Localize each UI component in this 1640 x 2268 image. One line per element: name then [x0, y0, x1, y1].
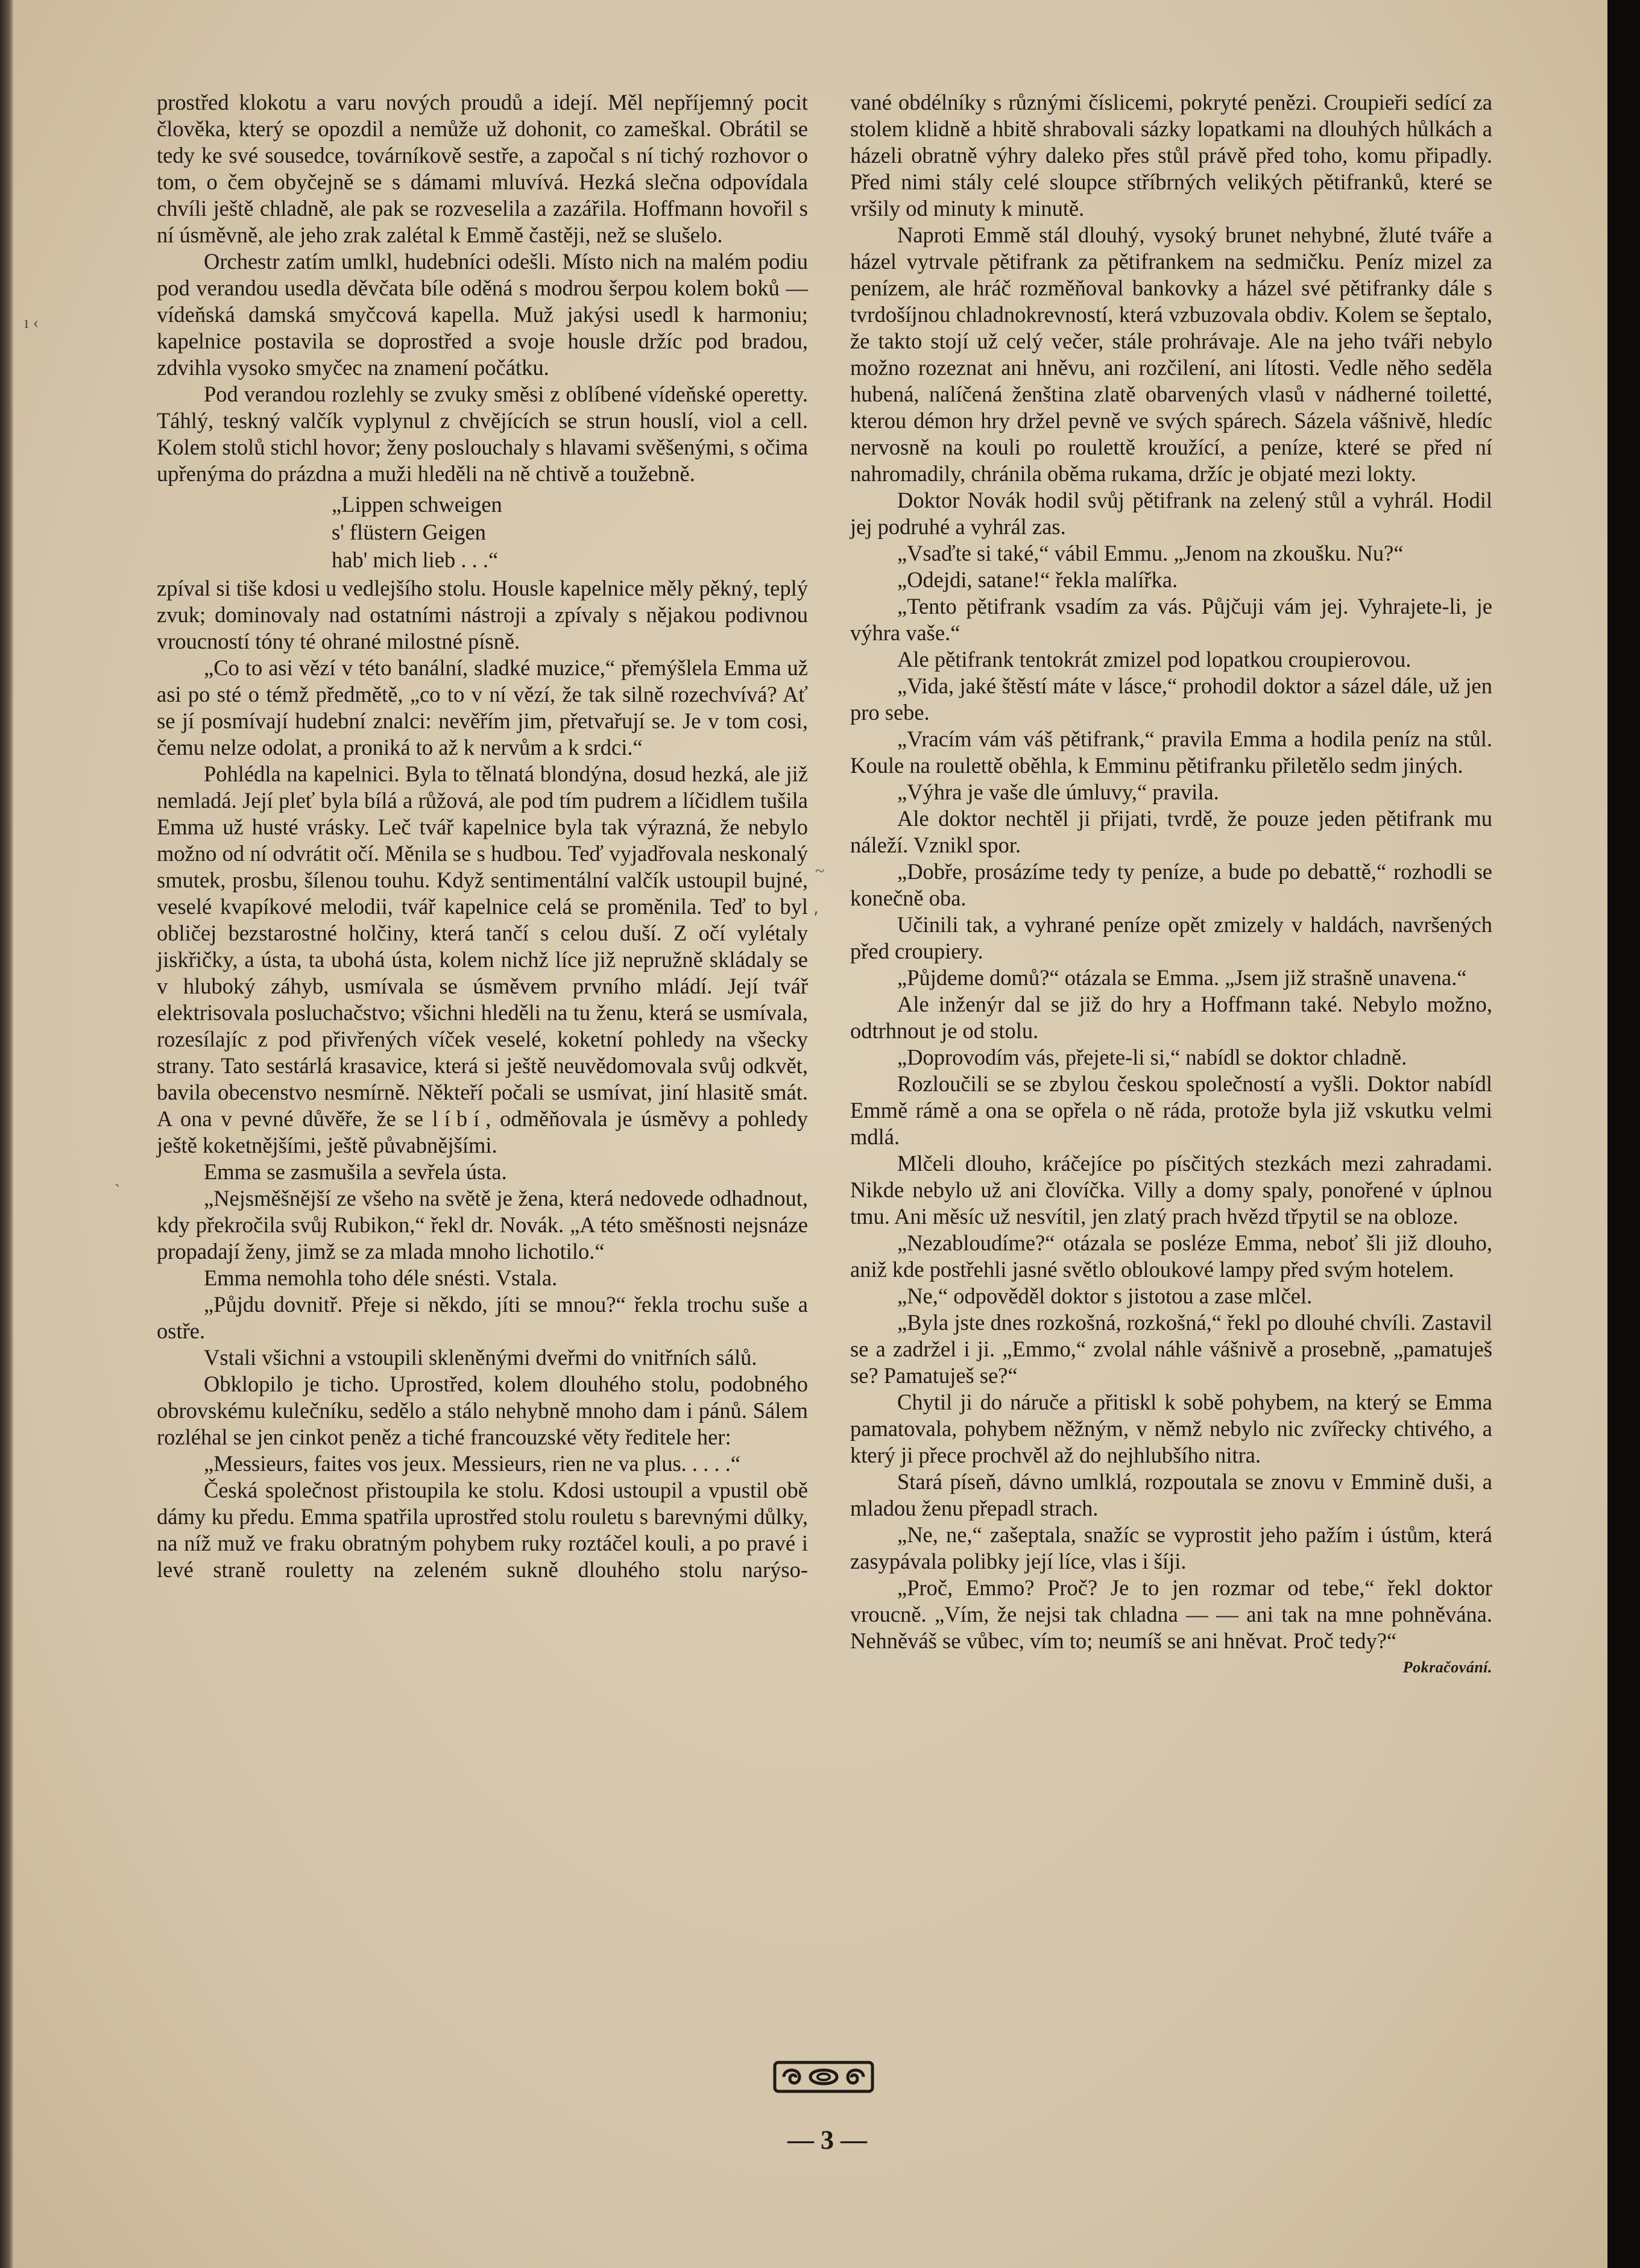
- paragraph: „Proč, Emmo? Proč? Je to jen rozmar od tebe,“ řekl doktor vroucně. „Vím, že nejsi tak chladna — — ani tak na mne pohněvána. Nehněváš se vůbec, vím to; neumíš se ani hněvat. Proč tedy?“: [850, 1575, 1492, 1653]
- paragraph-text: , odměňovala je úsměvy a pohledy ještě koketnějšími, ještě půvabnějšími.: [157, 1106, 808, 1158]
- paragraph: vané obdélníky s různými číslicemi, pokryté penězi. Croupieři sedící za stolem klidně a hbitě shrabovali sázky lopatkami na dlouhých hůlkách a házeli obratně výhry daleko přes stůl právě před toho, komu připadly. Před nimi stály celé sloupce stříbrných velikých pětifranků, které se vršily od minuty k minutě.: [850, 90, 1492, 221]
- paragraph: Česká společnost přistoupila ke stolu. Kdosi ustoupil a vpustil obě dámy ku předu. Emma spatřila uprostřed stolu rouletu s barevnými důlky, na níž muž ve fraku obratným pohybem ruky roztáčel kouli, a po pravé i levé straně rouletty na zeleném sukně dlouhého stolu narýso-: [157, 1478, 808, 1582]
- verse-line: s' flüstern Geigen: [332, 520, 486, 544]
- left-column: [157, 89, 808, 1583]
- paragraph: [157, 761, 808, 1159]
- spaced-emphasis: líbí: [432, 1106, 486, 1131]
- paragraph: „Nejsměšnější ze všeho na světě je žena, která nedovede odhadnout, kdy překročila svůj Rubikon,“ řekl dr. Novák. „A této směšnosti nejsnáze propadají ženy, jimž se za mlada mnoho lichotilo.“: [157, 1186, 808, 1264]
- paragraph: Doktor Novák hodil svůj pětifrank na zelený stůl a vyhrál. Hodil jej podruhé a vyhrál zas.: [850, 488, 1492, 539]
- paragraph: Mlčeli dlouho, kráčejíce po písčitých stezkách mezi zahradami. Nikde nebylo už ani človíčka. Villy a domy spaly, ponořené v úplnou tmu. Ani měsíc už nesvítil, jen zlatý prach hvězd třpytil se na obloze.: [850, 1151, 1492, 1229]
- paragraph: prostřed klokotu a varu nových proudů a idejí. Měl nepříjemný pocit člověka, který se opozdil a nemůže už dohonit, co zameškal. Obrátil se tedy ke své sousedce, továrníkově sestře, a započal s ní tichý rozhovor o tom, o čem obyčejně se s dámami mluvívá. Hezká slečna odpovídala chvíli ještě chladně, ale pak se rozveselila a zazářila. Hoffmann hovořil s ní úsměvně, ale jeho zrak zalétal k Emmě častěji, než se slušelo.: [157, 90, 808, 247]
- paragraph: „Odejdi, satane!“ řekla malířka.: [897, 567, 1178, 592]
- paragraph: „Vracím vám váš pětifrank,“ pravila Emma a hodila peníz na stůl. Koule na roulettě oběhla, k Emminu pětifranku přiletělo sedm jiných.: [850, 726, 1492, 778]
- paragraph: „Doprovodím vás, přejete-li si,“ nabídl se doktor chladně.: [897, 1045, 1407, 1069]
- paragraph: Stará píseň, dávno umlklá, rozpoutala se znovu v Emmině duši, a mladou ženu přepadl strach.: [850, 1469, 1492, 1520]
- continuation-note: Pokračování.: [1402, 1658, 1492, 1676]
- paragraph: „Půjdeme domů?“ otázala se Emma. „Jsem již strašně unavena.“: [897, 965, 1467, 990]
- margin-mark: ˋ: [115, 1182, 121, 1200]
- paragraph: Obklopilo je ticho. Uprostřed, kolem dlouhého stolu, podobného obrovskému kulečníku, sedělo a stálo nehybně mnoho dam i pánů. Sálem rozléhal se jen cinkot peněz a tiché francouzské věty ředitele her:: [157, 1372, 808, 1449]
- paragraph: „Nezabloudíme?“ otázala se posléze Emma, neboť šli již dlouho, aniž kde postřehli jasné světlo obloukové lampy před svým hotelem.: [850, 1230, 1492, 1282]
- paragraph: Učinili tak, a vyhrané peníze opět zmizely v haldách, navršených před croupiery.: [850, 912, 1492, 963]
- book-spine-shadow: [0, 0, 13, 2268]
- paragraph: Ale pětifrank tentokrát zmizel pod lopatkou croupierovou.: [897, 647, 1411, 672]
- paragraph: Vstali všichni a vstoupili skleněnými dveřmi do vnitřních sálů.: [204, 1345, 757, 1370]
- paragraph: Naproti Emmě stál dlouhý, vysoký brunet nehybné, žluté tváře a házel vytrvale pětifrank za pětifrankem na sedmičku. Peníz mizel za penízem, ale hráč rozměňoval bankovky a házel své pětifranky dále s tvrdošíjnou chladnokrevností, která vzbuzovala obdiv. Kolem se šeptalo, že takto stojí už celý večer, stále prohrávaje. Ale na jeho tváři nebylo možno rozeznat ani hněvu, ani rozčilení, ani lítosti. Vedle něho seděla hubená, nalíčená ženština zlatě obarvených vlasů v nádherné toiletté, kterou démon hry držel pevně ve svých spárech. Sázela vášnivě, hledíc nervosně na kouli po roulettě kroužící, a peníze, které se před ní nahromadily, chránila oběma rukama, držíc je objaté mezi lokty.: [850, 222, 1492, 486]
- song-verse: [332, 491, 808, 574]
- margin-mark: ⸴: [814, 901, 819, 920]
- verse-line: „Lippen schweigen: [332, 492, 502, 517]
- paragraph: „Co to asi vězí v této banální, sladké muzice,“ přemýšlela Emma už asi po sté o témž předmětě, „co to v ní vězí, že tak silně rozechvívá? Ať se jí posmívají hudební znalci: nevěřím jim, přetvařují se. Je v tom cosi, čemu nelze odolat, a proniká to až k nervům a k srdci.“: [157, 655, 808, 760]
- paragraph: „Ne, ne,“ zašeptala, snažíc se vyprostit jeho pažím i ústům, která zasypávala polibky její líce, vlas i šíji.: [850, 1522, 1492, 1573]
- verse-line: hab' mich lieb . . .“: [332, 547, 499, 572]
- paragraph: „Byla jste dnes rozkošná, rozkošná,“ řekl po dlouhé chvíli. Zastavil se a zadržel i ji. „Emmo,“ zvolal náhle vášnivě a prosebně, „pamatuješ se? Pamatuješ se?“: [850, 1310, 1492, 1388]
- scan-edge-right: [1607, 0, 1640, 2268]
- page-number: — 3 —: [787, 2125, 867, 2155]
- paragraph: Ale doktor nechtěl ji přijati, tvrdě, že pouze jeden pětifrank mu náleží. Vznikl spor.: [850, 806, 1492, 857]
- magazine-page: [13, 0, 1607, 2268]
- paragraph-text: Pohlédla na kapelnici. Byla to tělnatá blondýna, dosud hezká, ale již nemladá. Její pleť byla bílá a růžová, ale pod tím pudrem a líčidlem tušila Emma už husté vrásky. Leč tvář kapelnice byla tak výrazná, že nebylo možno od ní odvrátit očí. Měnila se s hudbou. Teď vyjadřovala neskonalý smutek, prosbu, šílenou touhu. Když sentimentální valčík ustoupil bujné, veselé kvapíkové melodii, tvář kapelnice celá se proměnila. Teď to byl obličej bezstarostné holčiny, která tančí s celou duší. Z očí vylétaly jiskřičky, a ústa, ta ubohá ústa, kolem nichž líce již nepružně skládaly se v hluboký záhyb, usmívala se úsměvem prvního mládí. Její tvář elektrisovala posluchačstvo; všichni hleděli na tu ženu, která se usmívala, rozesílajíc z pod přivřených víček veselé, koketní pohledy na všecky strany. Tato sestárlá krasavice, která si ještě neuvědomovala svůj odkvět, bavila obecenstvo nesmírně. Někteří počali se usmívat, jiní hlasitě smát. A ona v pevné důvěře, že se: [157, 761, 808, 1131]
- paragraph: „Messieurs, faites vos jeux. Messieurs, rien ne va plus. . . . .“: [204, 1451, 741, 1476]
- paragraph: Chytil ji do náruče a přitiskl k sobě pohybem, na který se Emma pamatovala, pohybem něžným, v němž nebylo nic zvířecky chtivého, a který ji přece prochvěl až do nejhlubšího nitra.: [850, 1390, 1492, 1467]
- paragraph: „Ne,“ odpověděl doktor s jistotou a zase mlčel.: [897, 1284, 1313, 1308]
- paragraph: Orchestr zatím umlkl, hudebníci odešli. Místo nich na malém podiu pod verandou usedla děvčata bíle oděná s modrou šerpou kolem boků — vídeňská damská smyčcová kapella. Muž jakýsi usedl k harmoniu; kapelnice postavila se doprostřed a svoje housle držíc pod bradou, zdvihla vysoko smyčec na znamení počátku.: [157, 249, 808, 380]
- paragraph: zpíval si tiše kdosi u vedlejšího stolu. Housle kapelnice měly pěkný, teplý zvuk; dominovaly nad ostatními nástroji a zpívaly s nějakou podivnou vroucností tóny té ohrané milostné písně.: [157, 576, 808, 654]
- paragraph: „Půjdu dovnitř. Přeje si někdo, jíti se mnou?“ řekla trochu suše a ostře.: [157, 1292, 808, 1343]
- paragraph: „Vsaďte si také,“ vábil Emmu. „Jenom na zkoušku. Nu?“: [897, 541, 1404, 565]
- paragraph: Pod verandou rozlehly se zvuky směsi z oblíbené vídeňské operetty. Táhlý, teskný valčík vyplynul z chvějících se strun houslí, viol a cell. Kolem stolů stichl hovor; ženy poslouchaly s hlavami svěšenými, s očima upřenýma do prázdna a muži hleděli na ně chtivě a toužebně.: [157, 382, 808, 486]
- paragraph: Rozloučili se se zbylou českou společností a vyšli. Doktor nabídl Emmě rámě a ona se opřela o ně ráda, protože byla již vskutku velmi mdlá.: [850, 1071, 1492, 1149]
- paragraph: Emma nemohla toho déle snésti. Vstala.: [204, 1265, 558, 1290]
- decorative-ornament-icon: [773, 2061, 874, 2093]
- paragraph: „Výhra je vaše dle úmluvy,“ pravila.: [897, 780, 1219, 804]
- paragraph: „Tento pětifrank vsadím za vás. Půjčuji vám jej. Vyhrajete-li, je výhra vaše.“: [850, 594, 1492, 645]
- paragraph: Ale inženýr dal se již do hry a Hoffmann také. Nebylo možno, odtrhnout je od stolu.: [850, 992, 1492, 1043]
- margin-mark: ~: [815, 862, 825, 881]
- paragraph: „Vida, jaké štěstí máte v lásce,“ prohodil doktor a sázel dále, už jen pro sebe.: [850, 673, 1492, 725]
- margin-mark: ı ‹: [24, 313, 39, 332]
- right-column: [850, 89, 1492, 1681]
- paragraph: Emma se zasmušila a sevřela ústa.: [204, 1159, 507, 1184]
- paragraph: „Dobře, prosázíme tedy ty peníze, a bude po debattě,“ rozhodli se konečně oba.: [850, 859, 1492, 910]
